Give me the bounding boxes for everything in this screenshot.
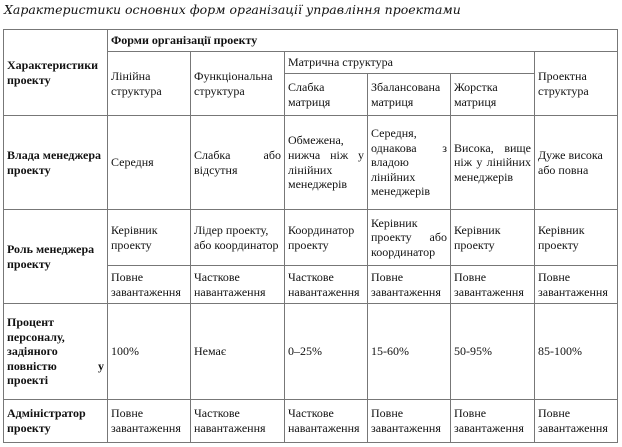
table-row (4, 400, 618, 443)
cell: Координатор проекту (285, 210, 368, 266)
cell: Керівник проекту (451, 210, 535, 266)
cell: Повне завантаження (368, 400, 451, 443)
table-row (4, 210, 618, 266)
cell: Повне завантаження (535, 266, 618, 304)
header-characteristics: Характеристики проекту (4, 30, 108, 116)
header-weak-matrix: Слабка матриця (285, 74, 368, 116)
cell: 85-100% (535, 304, 618, 400)
row-label-staff: Процент персоналу, задіяного повністю у проекті (4, 304, 108, 400)
cell: 100% (108, 304, 191, 400)
org-forms-table (3, 29, 618, 443)
table-row (4, 304, 618, 400)
cell: Обмежена, нижча ніж у лінійних менеджерів (285, 116, 368, 210)
header-project: Проектна структура (535, 52, 618, 116)
cell: Повне завантаження (108, 400, 191, 443)
cell: Керівник проекту або координатор (368, 210, 451, 266)
cell: Дуже висока або повна (535, 116, 618, 210)
header-linear: Лінійна структура (108, 52, 191, 116)
header-forms: Форми організації проекту (108, 30, 618, 52)
cell: Часткове навантаження (285, 400, 368, 443)
cell: Керівник проекту (108, 210, 191, 266)
cell: Середня, однакова з владою лінійних менеджерів (368, 116, 451, 210)
table-caption: Характеристики основних форм організації управління проектами (4, 2, 461, 17)
header-matrix: Матрична структура (285, 52, 535, 74)
cell: Часткове навантаження (285, 266, 368, 304)
cell: Повне завантаження (451, 400, 535, 443)
cell: Часткове навантаження (191, 266, 285, 304)
table-row (4, 116, 618, 210)
cell: Повне завантаження (451, 266, 535, 304)
cell: Лідер проекту, або координатор (191, 210, 285, 266)
cell: 50-95% (451, 304, 535, 400)
cell: 0–25% (285, 304, 368, 400)
cell: Середня (108, 116, 191, 210)
header-functional: Функціональна структура (191, 52, 285, 116)
cell: Повне завантаження (535, 400, 618, 443)
header-strong-matrix: Жорстка матриця (451, 74, 535, 116)
row-label-admin: Адміністратор проекту (4, 400, 108, 443)
header-balanced-matrix: Збалансована матриця (368, 74, 451, 116)
row-label-authority: Влада менеджера проекту (4, 116, 108, 210)
cell: Висока, вище ніж у лінійних менеджерів (451, 116, 535, 210)
cell: Керівник проекту (535, 210, 618, 266)
cell: Немає (191, 304, 285, 400)
cell: Часткове навантаження (191, 400, 285, 443)
row-label-role: Роль менеджера проекту (4, 210, 108, 304)
cell: Слабка або відсутня (191, 116, 285, 210)
cell: Повне завантаження (108, 266, 191, 304)
cell: 15-60% (368, 304, 451, 400)
cell: Повне завантаження (368, 266, 451, 304)
